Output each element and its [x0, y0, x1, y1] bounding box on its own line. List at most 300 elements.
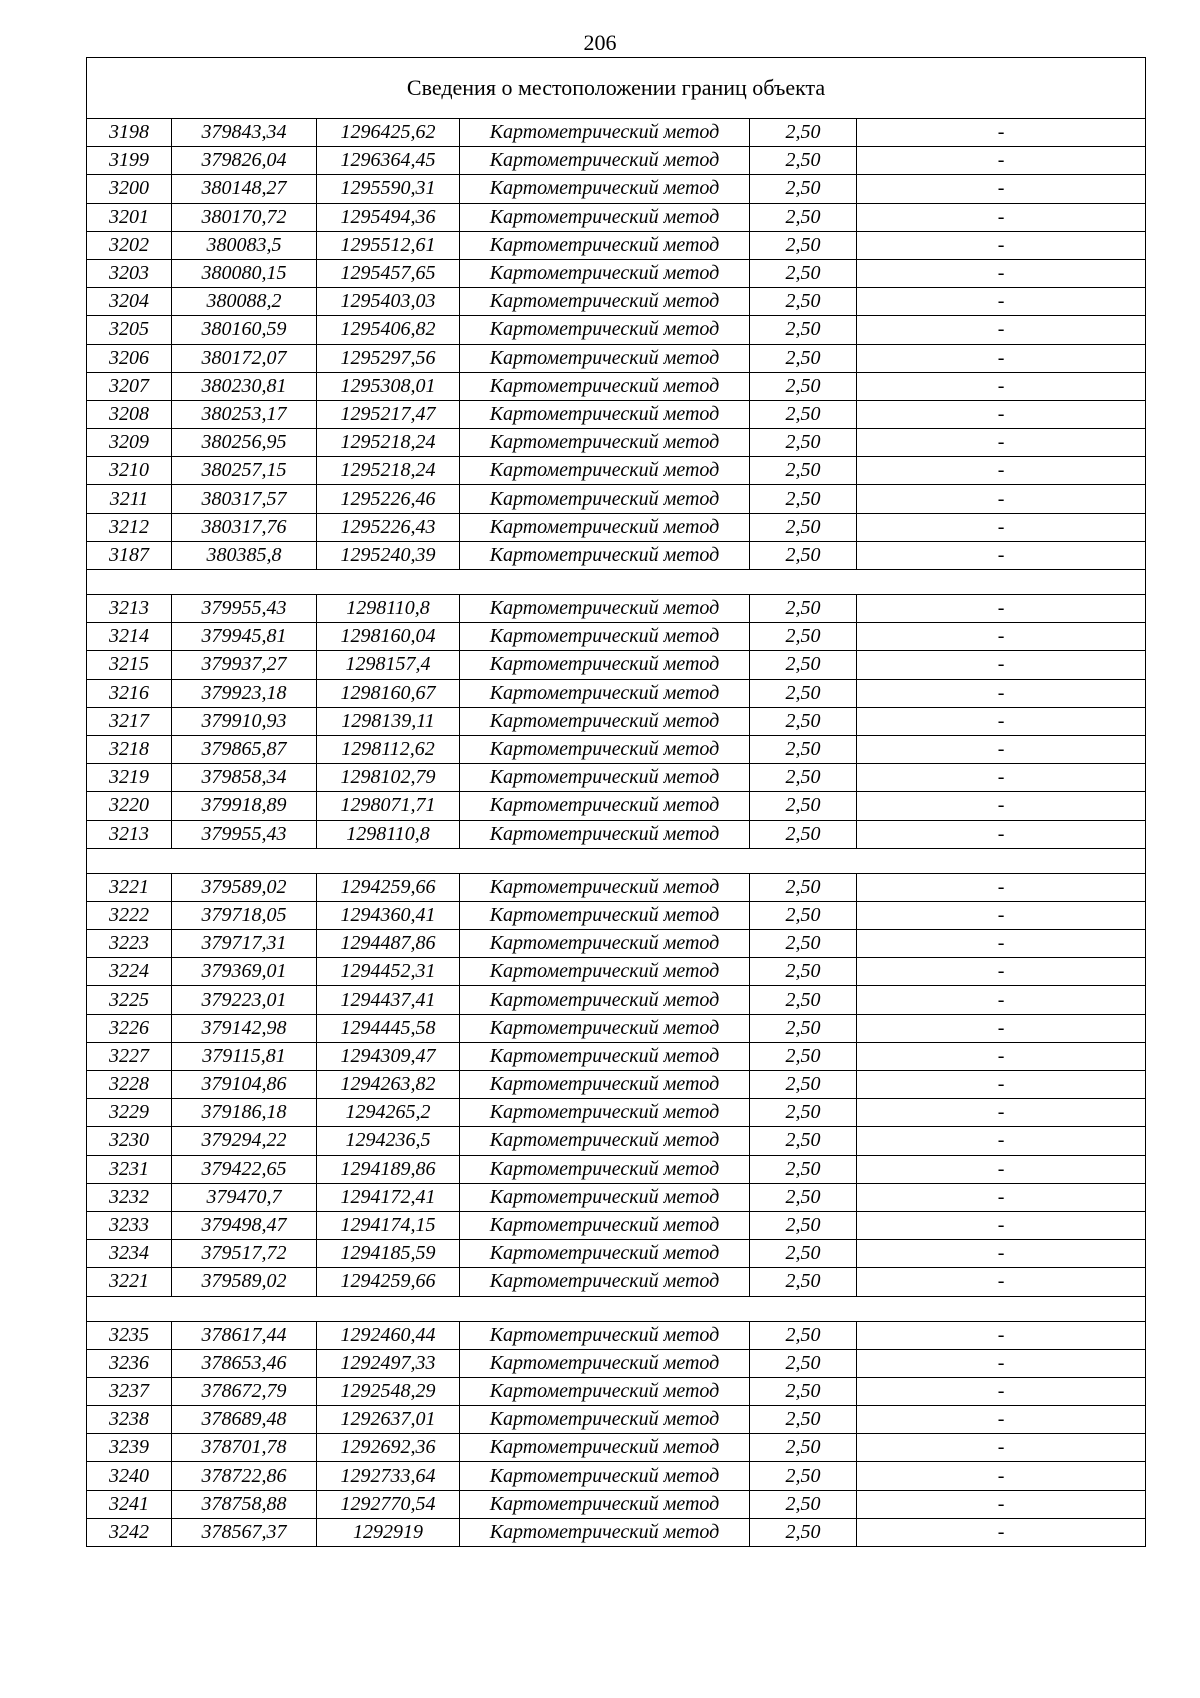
point-number: 3222	[87, 901, 172, 929]
point-number: 3204	[87, 288, 172, 316]
point-number: 3215	[87, 651, 172, 679]
point-number: 3214	[87, 623, 172, 651]
y-coordinate: 1294263,82	[317, 1071, 460, 1099]
method: Картометрический метод	[460, 429, 750, 457]
x-coordinate: 378617,44	[172, 1321, 317, 1349]
x-coordinate: 378689,48	[172, 1406, 317, 1434]
description: -	[857, 1490, 1146, 1518]
method: Картометрический метод	[460, 1042, 750, 1070]
accuracy: 2,50	[750, 1211, 857, 1239]
x-coordinate: 379718,05	[172, 901, 317, 929]
point-number: 3238	[87, 1406, 172, 1434]
y-coordinate: 1296425,62	[317, 119, 460, 147]
table-row	[87, 901, 1146, 929]
table-row	[87, 1183, 1146, 1211]
accuracy: 2,50	[750, 372, 857, 400]
y-coordinate: 1292637,01	[317, 1406, 460, 1434]
y-coordinate: 1292692,36	[317, 1434, 460, 1462]
table-row	[87, 1211, 1146, 1239]
y-coordinate: 1292919	[317, 1518, 460, 1546]
table-row	[87, 1518, 1146, 1546]
method: Картометрический метод	[460, 1490, 750, 1518]
method: Картометрический метод	[460, 344, 750, 372]
description: -	[857, 1240, 1146, 1268]
y-coordinate: 1295406,82	[317, 316, 460, 344]
accuracy: 2,50	[750, 873, 857, 901]
y-coordinate: 1294437,41	[317, 986, 460, 1014]
accuracy: 2,50	[750, 1434, 857, 1462]
point-number: 3213	[87, 595, 172, 623]
accuracy: 2,50	[750, 1518, 857, 1546]
accuracy: 2,50	[750, 316, 857, 344]
x-coordinate: 380172,07	[172, 344, 317, 372]
method: Картометрический метод	[460, 1377, 750, 1405]
point-number: 3221	[87, 1268, 172, 1296]
method: Картометрический метод	[460, 595, 750, 623]
y-coordinate: 1294185,59	[317, 1240, 460, 1268]
table-row	[87, 930, 1146, 958]
method: Картометрический метод	[460, 651, 750, 679]
method: Картометрический метод	[460, 259, 750, 287]
x-coordinate: 379910,93	[172, 707, 317, 735]
y-coordinate: 1294445,58	[317, 1014, 460, 1042]
method: Картометрический метод	[460, 707, 750, 735]
point-number: 3200	[87, 175, 172, 203]
x-coordinate: 380256,95	[172, 429, 317, 457]
point-number: 3229	[87, 1099, 172, 1127]
x-coordinate: 379470,7	[172, 1183, 317, 1211]
table-row	[87, 1377, 1146, 1405]
table-row	[87, 623, 1146, 651]
x-coordinate: 380080,15	[172, 259, 317, 287]
table-row	[87, 707, 1146, 735]
method: Картометрический метод	[460, 203, 750, 231]
table-row	[87, 595, 1146, 623]
table-row	[87, 1406, 1146, 1434]
x-coordinate: 379918,89	[172, 792, 317, 820]
table-row	[87, 820, 1146, 848]
method: Картометрический метод	[460, 901, 750, 929]
y-coordinate: 1298071,71	[317, 792, 460, 820]
y-coordinate: 1294309,47	[317, 1042, 460, 1070]
point-number: 3236	[87, 1349, 172, 1377]
y-coordinate: 1294189,86	[317, 1155, 460, 1183]
method: Картометрический метод	[460, 541, 750, 569]
accuracy: 2,50	[750, 288, 857, 316]
accuracy: 2,50	[750, 679, 857, 707]
point-number: 3211	[87, 485, 172, 513]
accuracy: 2,50	[750, 1183, 857, 1211]
method: Картометрический метод	[460, 1127, 750, 1155]
point-number: 3235	[87, 1321, 172, 1349]
accuracy: 2,50	[750, 764, 857, 792]
method: Картометрический метод	[460, 316, 750, 344]
method: Картометрический метод	[460, 1518, 750, 1546]
description: -	[857, 119, 1146, 147]
y-coordinate: 1292548,29	[317, 1377, 460, 1405]
accuracy: 2,50	[750, 930, 857, 958]
x-coordinate: 380170,72	[172, 203, 317, 231]
method: Картометрический метод	[460, 147, 750, 175]
point-number: 3240	[87, 1462, 172, 1490]
y-coordinate: 1298112,62	[317, 735, 460, 763]
accuracy: 2,50	[750, 820, 857, 848]
x-coordinate: 380148,27	[172, 175, 317, 203]
x-coordinate: 379923,18	[172, 679, 317, 707]
table-row	[87, 288, 1146, 316]
description: -	[857, 707, 1146, 735]
method: Картометрический метод	[460, 1014, 750, 1042]
point-number: 3203	[87, 259, 172, 287]
y-coordinate: 1295297,56	[317, 344, 460, 372]
y-coordinate: 1298157,4	[317, 651, 460, 679]
method: Картометрический метод	[460, 175, 750, 203]
point-number: 3198	[87, 119, 172, 147]
table-row	[87, 513, 1146, 541]
accuracy: 2,50	[750, 175, 857, 203]
accuracy: 2,50	[750, 958, 857, 986]
point-number: 3202	[87, 231, 172, 259]
point-number: 3219	[87, 764, 172, 792]
accuracy: 2,50	[750, 707, 857, 735]
x-coordinate: 379865,87	[172, 735, 317, 763]
description: -	[857, 231, 1146, 259]
x-coordinate: 379223,01	[172, 986, 317, 1014]
table-row	[87, 1490, 1146, 1518]
method: Картометрический метод	[460, 873, 750, 901]
description: -	[857, 1406, 1146, 1434]
table-row	[87, 485, 1146, 513]
method: Картометрический метод	[460, 1462, 750, 1490]
point-number: 3234	[87, 1240, 172, 1268]
y-coordinate: 1292770,54	[317, 1490, 460, 1518]
accuracy: 2,50	[750, 147, 857, 175]
description: -	[857, 679, 1146, 707]
description: -	[857, 1099, 1146, 1127]
x-coordinate: 380317,57	[172, 485, 317, 513]
contour-separator	[87, 570, 1146, 595]
accuracy: 2,50	[750, 344, 857, 372]
table-row	[87, 651, 1146, 679]
y-coordinate: 1298160,04	[317, 623, 460, 651]
x-coordinate: 379104,86	[172, 1071, 317, 1099]
description: -	[857, 203, 1146, 231]
x-coordinate: 380253,17	[172, 400, 317, 428]
accuracy: 2,50	[750, 541, 857, 569]
point-number: 3237	[87, 1377, 172, 1405]
accuracy: 2,50	[750, 986, 857, 1014]
table-row	[87, 259, 1146, 287]
y-coordinate: 1294236,5	[317, 1127, 460, 1155]
description: -	[857, 429, 1146, 457]
contour-separator	[87, 848, 1146, 873]
table-row	[87, 231, 1146, 259]
method: Картометрический метод	[460, 1349, 750, 1377]
method: Картометрический метод	[460, 623, 750, 651]
description: -	[857, 288, 1146, 316]
y-coordinate: 1295512,61	[317, 231, 460, 259]
accuracy: 2,50	[750, 1127, 857, 1155]
accuracy: 2,50	[750, 485, 857, 513]
method: Картометрический метод	[460, 1434, 750, 1462]
description: -	[857, 372, 1146, 400]
accuracy: 2,50	[750, 119, 857, 147]
table-row	[87, 1127, 1146, 1155]
y-coordinate: 1295590,31	[317, 175, 460, 203]
description: -	[857, 901, 1146, 929]
table-row	[87, 119, 1146, 147]
description: -	[857, 1321, 1146, 1349]
y-coordinate: 1292460,44	[317, 1321, 460, 1349]
description: -	[857, 595, 1146, 623]
table-row	[87, 735, 1146, 763]
point-number: 3231	[87, 1155, 172, 1183]
description: -	[857, 1462, 1146, 1490]
accuracy: 2,50	[750, 513, 857, 541]
method: Картометрический метод	[460, 1071, 750, 1099]
table-row	[87, 429, 1146, 457]
method: Картометрический метод	[460, 820, 750, 848]
method: Картометрический метод	[460, 1099, 750, 1127]
accuracy: 2,50	[750, 1321, 857, 1349]
description: -	[857, 400, 1146, 428]
method: Картометрический метод	[460, 792, 750, 820]
description: -	[857, 792, 1146, 820]
description: -	[857, 1155, 1146, 1183]
contour-separator-row	[87, 848, 1146, 873]
y-coordinate: 1292733,64	[317, 1462, 460, 1490]
description: -	[857, 259, 1146, 287]
description: -	[857, 541, 1146, 569]
point-number: 3216	[87, 679, 172, 707]
table-row	[87, 344, 1146, 372]
boundary-table	[86, 57, 1146, 1547]
table-row	[87, 457, 1146, 485]
point-number: 3232	[87, 1183, 172, 1211]
description: -	[857, 1183, 1146, 1211]
x-coordinate: 378701,78	[172, 1434, 317, 1462]
table-row	[87, 147, 1146, 175]
point-number: 3212	[87, 513, 172, 541]
description: -	[857, 147, 1146, 175]
x-coordinate: 379955,43	[172, 820, 317, 848]
description: -	[857, 344, 1146, 372]
accuracy: 2,50	[750, 1349, 857, 1377]
accuracy: 2,50	[750, 1268, 857, 1296]
point-number: 3217	[87, 707, 172, 735]
accuracy: 2,50	[750, 400, 857, 428]
y-coordinate: 1294487,86	[317, 930, 460, 958]
x-coordinate: 380317,76	[172, 513, 317, 541]
accuracy: 2,50	[750, 792, 857, 820]
table-row	[87, 400, 1146, 428]
accuracy: 2,50	[750, 1377, 857, 1405]
point-number: 3228	[87, 1071, 172, 1099]
point-number: 3199	[87, 147, 172, 175]
x-coordinate: 380257,15	[172, 457, 317, 485]
accuracy: 2,50	[750, 259, 857, 287]
x-coordinate: 379945,81	[172, 623, 317, 651]
y-coordinate: 1296364,45	[317, 147, 460, 175]
table-title-row	[87, 58, 1146, 119]
x-coordinate: 379422,65	[172, 1155, 317, 1183]
accuracy: 2,50	[750, 231, 857, 259]
description: -	[857, 485, 1146, 513]
method: Картометрический метод	[460, 457, 750, 485]
y-coordinate: 1294360,41	[317, 901, 460, 929]
y-coordinate: 1295403,03	[317, 288, 460, 316]
method: Картометрический метод	[460, 485, 750, 513]
accuracy: 2,50	[750, 1014, 857, 1042]
description: -	[857, 873, 1146, 901]
method: Картометрический метод	[460, 400, 750, 428]
x-coordinate: 380160,59	[172, 316, 317, 344]
accuracy: 2,50	[750, 203, 857, 231]
accuracy: 2,50	[750, 1071, 857, 1099]
method: Картометрический метод	[460, 1406, 750, 1434]
description: -	[857, 1127, 1146, 1155]
point-number: 3208	[87, 400, 172, 428]
point-number: 3201	[87, 203, 172, 231]
x-coordinate: 378672,79	[172, 1377, 317, 1405]
method: Картометрический метод	[460, 735, 750, 763]
y-coordinate: 1295218,24	[317, 457, 460, 485]
method: Картометрический метод	[460, 119, 750, 147]
description: -	[857, 457, 1146, 485]
x-coordinate: 379142,98	[172, 1014, 317, 1042]
description: -	[857, 1377, 1146, 1405]
table-row	[87, 958, 1146, 986]
method: Картометрический метод	[460, 231, 750, 259]
description: -	[857, 316, 1146, 344]
point-number: 3206	[87, 344, 172, 372]
contour-separator	[87, 1296, 1146, 1321]
point-number: 3230	[87, 1127, 172, 1155]
y-coordinate: 1295494,36	[317, 203, 460, 231]
table-row	[87, 316, 1146, 344]
table-title: Сведения о местоположении границ объекта	[87, 58, 1146, 119]
table-row	[87, 1071, 1146, 1099]
description: -	[857, 1042, 1146, 1070]
table-row	[87, 175, 1146, 203]
x-coordinate: 380088,2	[172, 288, 317, 316]
method: Картометрический метод	[460, 372, 750, 400]
description: -	[857, 735, 1146, 763]
method: Картометрический метод	[460, 1268, 750, 1296]
y-coordinate: 1298102,79	[317, 764, 460, 792]
x-coordinate: 379937,27	[172, 651, 317, 679]
method: Картометрический метод	[460, 1183, 750, 1211]
x-coordinate: 378567,37	[172, 1518, 317, 1546]
method: Картометрический метод	[460, 513, 750, 541]
x-coordinate: 379955,43	[172, 595, 317, 623]
x-coordinate: 379843,34	[172, 119, 317, 147]
y-coordinate: 1295308,01	[317, 372, 460, 400]
point-number: 3220	[87, 792, 172, 820]
x-coordinate: 379498,47	[172, 1211, 317, 1239]
x-coordinate: 379589,02	[172, 1268, 317, 1296]
contour-separator-row	[87, 570, 1146, 595]
point-number: 3239	[87, 1434, 172, 1462]
accuracy: 2,50	[750, 1099, 857, 1127]
y-coordinate: 1294259,66	[317, 1268, 460, 1296]
accuracy: 2,50	[750, 651, 857, 679]
description: -	[857, 1349, 1146, 1377]
table-row	[87, 1462, 1146, 1490]
description: -	[857, 175, 1146, 203]
accuracy: 2,50	[750, 1042, 857, 1070]
point-number: 3242	[87, 1518, 172, 1546]
description: -	[857, 1014, 1146, 1042]
description: -	[857, 1518, 1146, 1546]
method: Картометрический метод	[460, 1211, 750, 1239]
x-coordinate: 379186,18	[172, 1099, 317, 1127]
x-coordinate: 379369,01	[172, 958, 317, 986]
point-number: 3233	[87, 1211, 172, 1239]
table-row	[87, 1434, 1146, 1462]
point-number: 3221	[87, 873, 172, 901]
x-coordinate: 379517,72	[172, 1240, 317, 1268]
description: -	[857, 1211, 1146, 1239]
method: Картометрический метод	[460, 958, 750, 986]
x-coordinate: 379294,22	[172, 1127, 317, 1155]
x-coordinate: 379858,34	[172, 764, 317, 792]
accuracy: 2,50	[750, 901, 857, 929]
point-number: 3227	[87, 1042, 172, 1070]
description: -	[857, 958, 1146, 986]
accuracy: 2,50	[750, 735, 857, 763]
table-row	[87, 1099, 1146, 1127]
description: -	[857, 986, 1146, 1014]
table-row	[87, 873, 1146, 901]
y-coordinate: 1294172,41	[317, 1183, 460, 1211]
x-coordinate: 378722,86	[172, 1462, 317, 1490]
table-row	[87, 1240, 1146, 1268]
table-row	[87, 203, 1146, 231]
y-coordinate: 1295218,24	[317, 429, 460, 457]
y-coordinate: 1295457,65	[317, 259, 460, 287]
table-row	[87, 764, 1146, 792]
point-number: 3241	[87, 1490, 172, 1518]
point-number: 3225	[87, 986, 172, 1014]
page-number: 206	[583, 30, 617, 55]
y-coordinate: 1298139,11	[317, 707, 460, 735]
point-number: 3226	[87, 1014, 172, 1042]
x-coordinate: 379717,31	[172, 930, 317, 958]
description: -	[857, 820, 1146, 848]
accuracy: 2,50	[750, 595, 857, 623]
point-number: 3218	[87, 735, 172, 763]
description: -	[857, 651, 1146, 679]
accuracy: 2,50	[750, 1490, 857, 1518]
method: Картометрический метод	[460, 986, 750, 1014]
description: -	[857, 764, 1146, 792]
table-row	[87, 1042, 1146, 1070]
x-coordinate: 379115,81	[172, 1042, 317, 1070]
contour-separator-row	[87, 1296, 1146, 1321]
description: -	[857, 623, 1146, 651]
table-row	[87, 541, 1146, 569]
table-row	[87, 1349, 1146, 1377]
point-number: 3210	[87, 457, 172, 485]
point-number: 3187	[87, 541, 172, 569]
method: Картометрический метод	[460, 1155, 750, 1183]
point-number: 3223	[87, 930, 172, 958]
table-row	[87, 1014, 1146, 1042]
table-row	[87, 1321, 1146, 1349]
point-number: 3207	[87, 372, 172, 400]
point-number: 3213	[87, 820, 172, 848]
